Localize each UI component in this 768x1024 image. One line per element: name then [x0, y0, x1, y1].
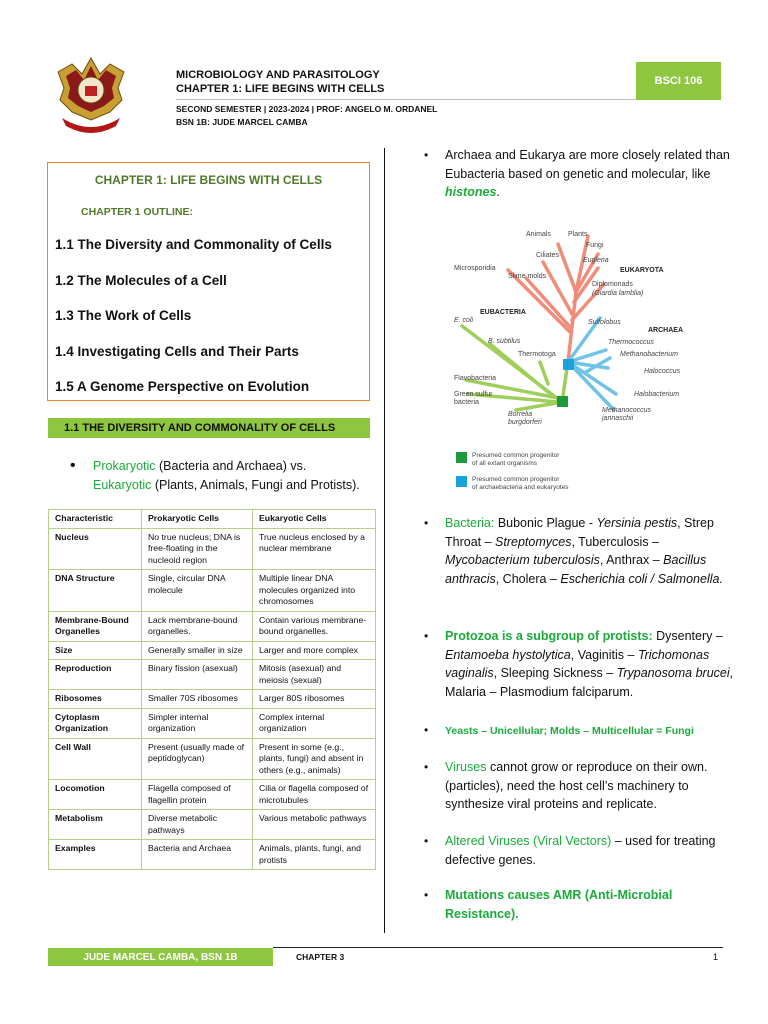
- text: , Tuberculosis –: [571, 534, 659, 549]
- tree-label: Methanobacterium: [620, 351, 678, 358]
- table-cell: Mitosis (asexual) and meiosis (sexual): [253, 660, 376, 690]
- tree-label: Animals: [526, 231, 551, 238]
- table-cell: Cytoplasm Organization: [49, 708, 142, 738]
- table-row: [49, 641, 376, 660]
- table-row: [49, 611, 376, 641]
- table-row: [49, 528, 376, 570]
- bullet-icon: •: [424, 148, 429, 162]
- tree-label: Flavobacteria: [454, 375, 497, 382]
- outline-item: 1.5 A Genome Perspective on Evolution: [55, 379, 310, 394]
- table-cell: Reproduction: [49, 660, 142, 690]
- protozoa-examples: [445, 627, 735, 701]
- text: cannot grow or reproduce on their own. (particles), need the host cell’s machinery to synthesize viral proteins and replicate.: [445, 760, 708, 811]
- species: Mycobacterium tuberculosis: [445, 553, 600, 567]
- text: , Cholera –: [495, 571, 561, 586]
- species: Streptomyces: [495, 534, 572, 549]
- table-cell: Multiple linear DNA molecules organized into chromosomes: [253, 570, 376, 612]
- table-cell: Bacteria and Archaea: [142, 840, 253, 870]
- viral-vectors-label: Altered Viruses (Viral Vectors): [445, 834, 612, 848]
- table-cell: Generally smaller in size: [142, 641, 253, 660]
- legend-text: Presumed common progenitor: [472, 476, 560, 483]
- viruses-note: [445, 758, 735, 814]
- table-cell: Examples: [49, 840, 142, 870]
- table-cell: Present (usually made of peptidoglycan): [142, 738, 253, 780]
- amr-note: Mutations causes AMR (Anti-Microbial Resistance).: [445, 888, 673, 921]
- chapter-outline-box: [47, 162, 370, 401]
- eubacteria-label: EUBACTERIA: [480, 309, 526, 316]
- outline-title: CHAPTER 1: LIFE BEGINS WITH CELLS: [94, 173, 323, 187]
- tree-label: Slime molds: [508, 273, 547, 280]
- table-row: [49, 780, 376, 810]
- legend-text: of archaebacteria and eukaryotes: [472, 484, 569, 491]
- table-cell: Flagella composed of flagellin protein: [142, 780, 253, 810]
- histones-term: histones: [445, 185, 497, 199]
- tree-label: jannaschii: [602, 415, 634, 422]
- chapter-line: CHAPTER 1: LIFE BEGINS WITH CELLS: [176, 83, 385, 95]
- tree-label: Microsporidia: [454, 265, 496, 272]
- outline-item: 1.4 Investigating Cells and Their Parts: [55, 344, 299, 359]
- tree-label: Halobacterium: [634, 391, 680, 398]
- species: Trypanosoma brucei: [616, 666, 730, 680]
- viral-vectors-note: [445, 832, 735, 869]
- bullet-icon: •: [424, 629, 429, 643]
- outline-item: 1.1 The Diversity and Commonality of Cells: [55, 237, 332, 252]
- page-number: 1: [713, 952, 719, 962]
- table-cell: Various metabolic pathways: [253, 810, 376, 840]
- table-cell: Simpler internal organization: [142, 708, 253, 738]
- outline-subtitle: CHAPTER 1 OUTLINE:: [81, 206, 194, 218]
- outline-item: 1.2 The Molecules of a Cell: [55, 273, 227, 288]
- tree-label: E. coli: [454, 317, 474, 324]
- protozoa-label: Protozoa is a subgroup of protists:: [445, 629, 653, 643]
- bacteria-examples: [445, 514, 735, 588]
- note-text: Archaea and Eukarya are more closely related than Eubacteria based on genetic and molecular, like: [445, 148, 730, 181]
- tree-label: Borrelia: [508, 411, 533, 418]
- species: Trichomonas vaginalis: [445, 647, 710, 680]
- bullet-icon: •: [70, 457, 76, 474]
- tree-label: Diplomonads: [592, 281, 633, 288]
- course-code-badge: BSCI 106: [636, 62, 721, 100]
- course-title: MICROBIOLOGY AND PARASITOLOGY: [176, 69, 380, 81]
- table-cell: Single, circular DNA molecule: [142, 570, 253, 612]
- tree-label: burgdorferi: [508, 419, 542, 426]
- species: Bacillus anthracis: [445, 553, 707, 586]
- table-row: [49, 738, 376, 780]
- table-cell: Larger 80S ribosomes: [253, 690, 376, 709]
- table-cell: Binary fission (asexual): [142, 660, 253, 690]
- yeasts-molds-note: Yeasts – Unicellular; Molds – Multicellular = Fungi: [445, 725, 694, 737]
- table-cell: Cilia or flagella composed of microtubules: [253, 780, 376, 810]
- prok-euk-intro: [93, 457, 378, 494]
- tree-label: Halococcus: [644, 368, 681, 375]
- table-row: [49, 840, 376, 870]
- archaea-eukarya-note: [445, 146, 735, 202]
- table-cell: Diverse metabolic pathways: [142, 810, 253, 840]
- table-cell: True nucleus enclosed by a nuclear membrane: [253, 528, 376, 570]
- table-cell: Locomotion: [49, 780, 142, 810]
- species: Entamoeba hystolytica: [445, 647, 571, 662]
- archaea-label: ARCHAEA: [648, 327, 683, 334]
- note-text: .: [496, 185, 500, 199]
- footer-chapter: CHAPTER 3: [296, 952, 345, 962]
- table-row: [49, 660, 376, 690]
- table-cell: Membrane-Bound Organelles: [49, 611, 142, 641]
- outline-item: 1.3 The Work of Cells: [55, 308, 192, 323]
- text: , Sleeping Sickness –: [493, 666, 617, 680]
- table-cell: DNA Structure: [49, 570, 142, 612]
- prokaryotic-term: Prokaryotic: [93, 459, 156, 473]
- legend-text: Presumed common progenitor: [472, 452, 560, 459]
- table-cell: Complex internal organization: [253, 708, 376, 738]
- footer-name-bar: JUDE MARCEL CAMBA, BSN 1B: [48, 948, 273, 966]
- tree-of-life-diagram: [448, 222, 693, 502]
- legend-text: of all extant organisms: [472, 460, 538, 467]
- universal-progenitor-node: [557, 396, 568, 407]
- species: Yersinia pestis: [596, 516, 678, 530]
- text: Bubonic Plague -: [494, 516, 597, 530]
- text: , Malaria – Plasmodium falciparum.: [445, 666, 734, 699]
- tree-label: Plants: [568, 231, 588, 238]
- table-cell: Animals, plants, fungi, and protists: [253, 840, 376, 870]
- intro-text: (Bacteria and Archaea) vs.: [155, 459, 307, 473]
- eukaryotic-term: Eukaryotic: [93, 477, 152, 492]
- table-cell: Ribosomes: [49, 690, 142, 709]
- table-cell: Smaller 70S ribosomes: [142, 690, 253, 709]
- viruses-label: Viruses: [445, 760, 487, 774]
- table-header-cell: Characteristic: [49, 510, 142, 529]
- text: , Strep Throat –: [445, 516, 714, 549]
- tree-label: Thermococcus: [608, 339, 654, 346]
- student-line: BSN 1B: JUDE MARCEL CAMBA: [176, 117, 308, 127]
- bullet-icon: •: [424, 834, 429, 848]
- table-cell: Cell Wall: [49, 738, 142, 780]
- tree-label: (Giardia lamblia): [592, 290, 644, 297]
- intro-text: (Plants, Animals, Fungi and Protists).: [151, 477, 360, 492]
- table-header-row: [49, 510, 376, 529]
- legend-blue-swatch: [456, 476, 467, 487]
- tree-label: Methanococcus: [602, 407, 652, 414]
- table-cell: Size: [49, 641, 142, 660]
- tree-label: Green sulfur: [454, 391, 493, 398]
- table-cell: No true nucleus; DNA is free-floating in the nucleoid region: [142, 528, 253, 570]
- species: Escherichia coli / Salmonella.: [560, 571, 723, 586]
- university-seal-icon: [52, 54, 130, 134]
- text: Dysentery –: [652, 629, 723, 643]
- legend-green-swatch: [456, 452, 467, 463]
- eukaryota-label: EUKARYOTA: [620, 267, 664, 274]
- footer-rule: [273, 947, 723, 948]
- text: , Anthrax –: [599, 553, 664, 567]
- archaea-eukarya-progenitor-node: [563, 359, 574, 370]
- table-row: [49, 690, 376, 709]
- table-row: [49, 708, 376, 738]
- bullet-icon: •: [424, 888, 429, 902]
- tree-label: Euglena: [583, 257, 609, 264]
- tree-label: Fungi: [586, 242, 604, 249]
- table-cell: Nucleus: [49, 528, 142, 570]
- tree-label: Ciliates: [536, 252, 559, 259]
- table-header-cell: Prokaryotic Cells: [142, 510, 253, 529]
- bacteria-label: Bacteria:: [445, 516, 495, 530]
- table-cell: Metabolism: [49, 810, 142, 840]
- tree-label: Thermotoga: [518, 351, 556, 358]
- text: – used for treating defective genes.: [445, 834, 716, 867]
- bullet-icon: •: [424, 760, 429, 774]
- table-row: [49, 570, 376, 612]
- bullet-icon: •: [424, 516, 429, 530]
- table-row: [49, 810, 376, 840]
- table-cell: Present in some (e.g., plants, fungi) and absent in others (e.g., animals): [253, 738, 376, 780]
- cell-comparison-table: [48, 509, 376, 870]
- section-heading: 1.1 THE DIVERSITY AND COMMONALITY OF CELLS: [48, 418, 370, 438]
- tree-label: B. subtilus: [488, 338, 521, 345]
- table-cell: Lack membrane-bound organelles.: [142, 611, 253, 641]
- tree-label: Sulfolobus: [588, 319, 621, 326]
- column-divider: [384, 148, 385, 933]
- table-cell: Contain various membrane-bound organelles.: [253, 611, 376, 641]
- table-cell: Larger and more complex: [253, 641, 376, 660]
- semester-line: SECOND SEMESTER | 2023-2024 | PROF: ANGELO M. ORDANEL: [176, 104, 438, 114]
- table-header-cell: Eukaryotic Cells: [253, 510, 376, 529]
- text: , Vaginitis –: [570, 647, 638, 662]
- bullet-icon: •: [424, 723, 429, 737]
- tree-label: bacteria: [454, 399, 479, 406]
